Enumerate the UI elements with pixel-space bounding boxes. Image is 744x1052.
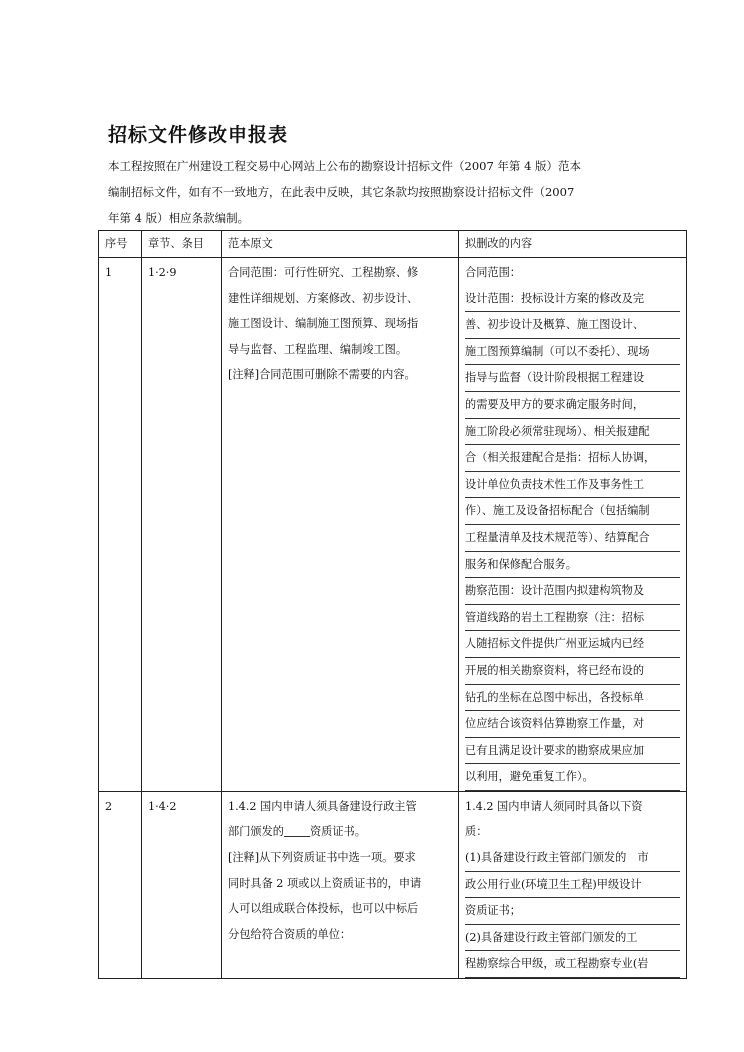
original-line: 导与监督、工程监理、编制竣工图。: [228, 342, 408, 356]
original-line: 分包给符合资质的单位：: [228, 927, 352, 941]
table-header-row: [99, 231, 687, 258]
row-section: 1·4·2: [142, 791, 222, 978]
row-no: 1: [99, 258, 142, 792]
original-text: 资质证书。: [309, 825, 366, 839]
revised-line: 服务和保修配合服务。: [465, 552, 680, 579]
revised-line: (1)具备建设行政主管部门颁发的 市: [465, 845, 680, 872]
row-no: 2: [99, 791, 142, 978]
header-original: 范本原文: [222, 231, 459, 258]
revised-line: 质：: [465, 825, 488, 839]
row-revised: [459, 258, 687, 792]
header-no: 序号: [99, 231, 142, 258]
intro-paragraph: [108, 153, 648, 231]
revised-line: 施工阶段必须常驻现场）、相关报建配: [465, 419, 680, 446]
row-original: [222, 258, 459, 792]
original-line: [228, 819, 452, 845]
revised-line: 指导与监督（设计阶段根据工程建设: [465, 365, 680, 392]
original-line: 建性详细规划、方案修改、初步设计、: [228, 291, 419, 305]
revised-line: 合（相关报建配合是指：招标人协调，: [465, 445, 680, 472]
revised-line: 位应结合该资料估算勘察工作量，对: [465, 711, 680, 738]
revised-line: 设计单位负责技术性工作及事务性工: [465, 472, 680, 499]
revised-line: 资质证书；: [465, 898, 680, 925]
intro-line: 编制招标文件，如有不一致地方，在此表中反映，其它条款均按照勘察设计招标文件（2007: [108, 185, 575, 199]
row-original: [222, 791, 459, 978]
revised-line: 合同范围：: [465, 266, 521, 279]
amendment-table: [98, 230, 687, 979]
header-revised: 拟删改的内容: [459, 231, 687, 258]
revised-line: 政公用行业(环境卫生工程)甲级设计: [465, 872, 680, 899]
row-section: 1·2·9: [142, 258, 222, 792]
intro-line: 年第 4 版）相应条款编制。: [108, 211, 250, 225]
fill-in-blank: [284, 822, 310, 837]
page-title: 招标文件修改申报表: [108, 124, 289, 146]
revised-line: 的需要及甲方的要求确定服务时间，: [465, 392, 680, 419]
intro-line: 本工程按照在广州建设工程交易中心网站上公布的勘察设计招标文件（2007 年第 4 版）范本: [108, 159, 582, 173]
revised-line: 管道线路的岩土工程勘察（注：招标: [465, 605, 680, 632]
revised-line: 开展的相关勘察资料，将已经布设的: [465, 658, 680, 685]
original-line: 1.4.2 国内申请人须具备建设行政主管: [228, 799, 417, 813]
revised-line: 以利用，避免重复工作）。: [465, 764, 680, 791]
original-line: 人可以组成联合体投标，也可以中标后: [228, 902, 419, 916]
revised-line: 已有且满足设计要求的勘察成果应加: [465, 738, 680, 765]
revised-line: 设计范围：投标设计方案的修改及完: [465, 286, 680, 313]
original-line: 合同范围：可行性研究、工程勘察、修: [228, 266, 419, 279]
table-row: [99, 791, 687, 978]
revised-line: 作）、施工及设备招标配合（包括编制: [465, 498, 680, 525]
revised-line: 1.4.2 国内申请人须同时具备以下资: [465, 799, 643, 813]
revised-line: 程勘察综合甲级，或工程勘察专业(岩: [465, 951, 680, 978]
original-line: 施工图设计、编制施工图预算、现场指: [228, 317, 419, 331]
revised-line: 钻孔的坐标在总图中标出，各投标单: [465, 685, 680, 712]
revised-line: 勘察范围：设计范围内拟建构筑物及: [465, 578, 680, 605]
header-section: 章节、条目: [142, 231, 222, 258]
original-line: 同时具备 2 项或以上资质证书的，申请: [228, 876, 422, 890]
row-revised: [459, 791, 687, 978]
revised-line: 施工图预算编制（可以不委托）、现场: [465, 339, 680, 366]
original-text: 部门颁发的: [228, 825, 284, 839]
revised-line: 工程量清单及技术规范等）、结算配合: [465, 525, 680, 552]
table-row: [99, 258, 687, 792]
original-line: [注释]从下列资质证书中选一项。要求: [228, 851, 416, 865]
revised-line: 善、初步设计及概算、施工图设计、: [465, 312, 680, 339]
original-line: [注释]合同范围可删除不需要的内容。: [228, 368, 416, 382]
revised-line: (2)具备建设行政主管部门颁发的工: [465, 925, 680, 952]
revised-line: 人随招标文件提供广州亚运城内已经: [465, 631, 680, 658]
